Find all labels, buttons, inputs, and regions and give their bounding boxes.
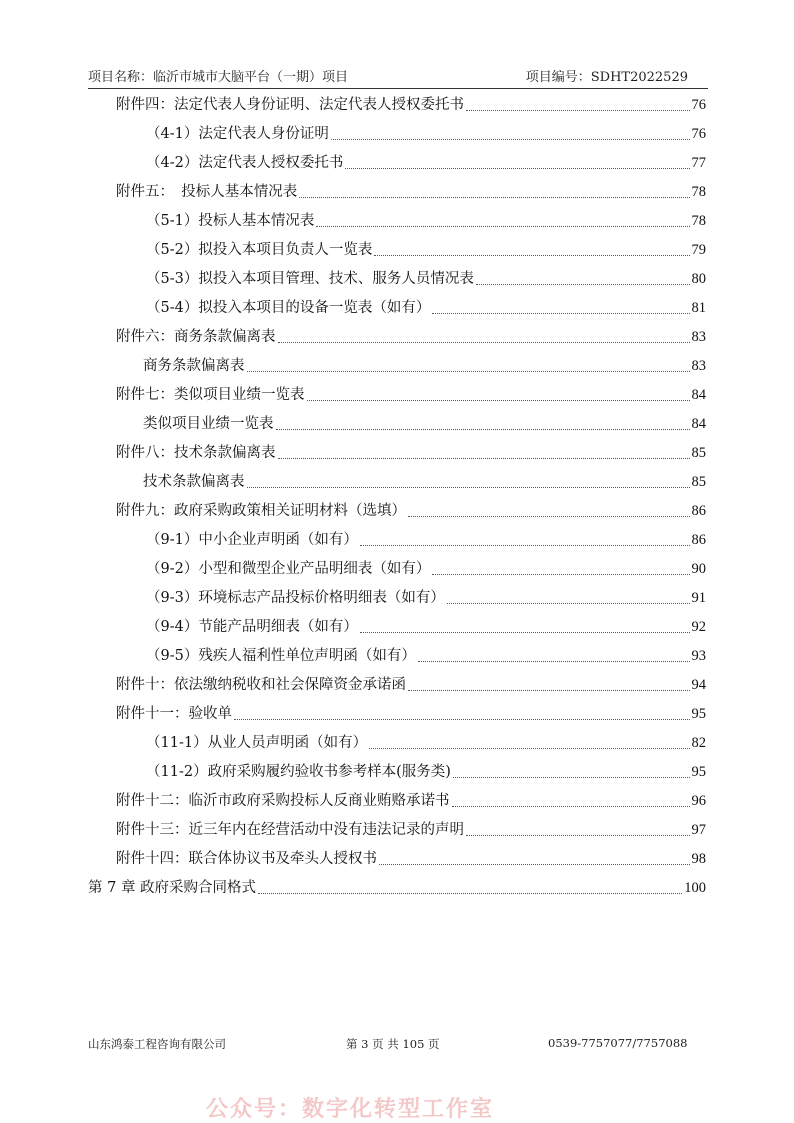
toc-dot-leader — [278, 342, 690, 343]
toc-entry-page-number: 76 — [691, 97, 706, 113]
footer-company: 山东鸿泰工程咨询有限公司 — [88, 1037, 226, 1051]
toc-entry-page-number: 82 — [691, 735, 706, 751]
toc-entry-page-number: 96 — [691, 793, 706, 809]
toc-entry-page-number: 76 — [691, 126, 706, 142]
toc-entry-title: （9-3）环境标志产品投标价格明细表（如有） — [146, 590, 445, 606]
toc-entry[interactable] — [88, 877, 706, 899]
toc-entry-title: （9-5）残疾人福利性单位声明函（如有） — [146, 648, 416, 664]
toc-dot-leader — [453, 777, 690, 778]
toc-entry-title: （4-1）法定代表人身份证明 — [146, 126, 329, 142]
toc-entry-title: 附件十三：近三年内在经营活动中没有违法记录的声明 — [116, 822, 464, 838]
toc-entry-title: 第 7 章 政府采购合同格式 — [88, 880, 257, 896]
toc-entry[interactable] — [116, 94, 706, 116]
toc-entry[interactable] — [116, 703, 706, 725]
toc-entry-title: （4-2）法定代表人授权委托书 — [146, 155, 344, 171]
toc-dot-leader — [299, 197, 689, 198]
toc-dot-leader — [476, 284, 690, 285]
watermark-text: 公众号：数字化转型工作室 — [206, 1096, 495, 1122]
toc-dot-leader — [360, 632, 690, 633]
toc-dot-leader — [278, 458, 690, 459]
toc-entry[interactable] — [146, 761, 706, 783]
header-divider — [88, 88, 708, 89]
toc-entry-page-number: 78 — [691, 184, 706, 200]
toc-entry-page-number: 77 — [691, 155, 706, 171]
toc-entry[interactable] — [116, 326, 706, 348]
toc-entry[interactable] — [146, 645, 706, 667]
footer-phone: 0539-7757077/7757088 — [548, 1036, 688, 1050]
toc-entry[interactable] — [116, 442, 706, 464]
toc-entry[interactable] — [146, 239, 706, 261]
toc-entry-page-number: 92 — [691, 619, 706, 635]
toc-entry-title: （9-1）中小企业声明函（如有） — [146, 532, 358, 548]
toc-entry-page-number: 86 — [691, 532, 706, 548]
toc-dot-leader — [307, 400, 690, 401]
toc-entry-page-number: 98 — [691, 851, 706, 867]
toc-dot-leader — [247, 487, 690, 488]
toc-entry[interactable] — [146, 152, 706, 174]
project-name: 项目名称：临沂市城市大脑平台（一期）项目 — [88, 70, 349, 85]
toc-entry-title: （5-3）拟投入本项目管理、技术、服务人员情况表 — [146, 271, 474, 287]
toc-entry[interactable] — [116, 500, 706, 522]
toc-entry-page-number: 80 — [691, 271, 706, 287]
toc-entry-title: 附件十四：联合体协议书及牵头人授权书 — [116, 851, 377, 867]
toc-entry-title: （5-4）拟投入本项目的设备一览表（如有） — [146, 300, 431, 316]
toc-entry[interactable] — [143, 355, 706, 377]
toc-dot-leader — [331, 139, 690, 140]
toc-dot-leader — [379, 864, 690, 865]
toc-dot-leader — [374, 255, 689, 256]
toc-entry-page-number: 100 — [684, 880, 706, 896]
toc-entry-page-number: 79 — [691, 242, 706, 258]
toc-entry-page-number: 90 — [691, 561, 706, 577]
toc-entry[interactable] — [143, 471, 706, 493]
toc-entry[interactable] — [146, 210, 706, 232]
toc-entry-title: 附件八：技术条款偏离表 — [116, 445, 276, 461]
toc-entry[interactable] — [146, 297, 706, 319]
toc-entry[interactable] — [146, 529, 706, 551]
toc-entry-page-number: 94 — [691, 677, 706, 693]
toc-dot-leader — [418, 661, 690, 662]
toc-entry-page-number: 83 — [691, 329, 706, 345]
page-footer — [88, 1036, 688, 1054]
toc-entry-title: （11-2）政府采购履约验收书参考样本(服务类) — [146, 764, 451, 780]
toc-dot-leader — [247, 371, 690, 372]
toc-dot-leader — [452, 806, 690, 807]
toc-entry-title: 附件十二：临沂市政府采购投标人反商业贿赂承诺书 — [116, 793, 450, 809]
toc-dot-leader — [360, 545, 690, 546]
toc-entry-page-number: 83 — [691, 358, 706, 374]
toc-dot-leader — [408, 690, 690, 691]
toc-entry-page-number: 86 — [691, 503, 706, 519]
toc-entry[interactable] — [116, 674, 706, 696]
toc-dot-leader — [316, 226, 689, 227]
toc-entry-title: 附件七：类似项目业绩一览表 — [116, 387, 305, 403]
toc-entry[interactable] — [146, 268, 706, 290]
toc-dot-leader — [234, 719, 690, 720]
toc-entry-title: 附件九：政府采购政策相关证明材料（选填） — [116, 503, 406, 519]
toc-entry-title: （11-1）从业人员声明函（如有） — [146, 735, 368, 751]
toc-entry-page-number: 85 — [691, 474, 706, 490]
toc-entry-title: 商务条款偏离表 — [143, 358, 245, 374]
toc-entry-page-number: 85 — [691, 445, 706, 461]
toc-entry-title: 类似项目业绩一览表 — [143, 416, 274, 432]
toc-entry-title: 附件五： 投标人基本情况表 — [116, 184, 298, 200]
toc-dot-leader — [345, 168, 689, 169]
toc-entry-page-number: 93 — [691, 648, 706, 664]
toc-dot-leader — [432, 574, 689, 575]
toc-entry[interactable] — [146, 616, 706, 638]
toc-entry-title: （9-2）小型和微型企业产品明细表（如有） — [146, 561, 431, 577]
toc-entry-page-number: 84 — [691, 416, 706, 432]
toc-entry-page-number: 97 — [691, 822, 706, 838]
toc-entry-page-number: 95 — [691, 764, 706, 780]
toc-dot-leader — [408, 516, 690, 517]
toc-entry-page-number: 78 — [691, 213, 706, 229]
toc-entry[interactable] — [146, 558, 706, 580]
footer-page-info: 第 3 页 共 105 页 — [346, 1037, 440, 1051]
toc-entry[interactable] — [116, 384, 706, 406]
toc-entry-title: 技术条款偏离表 — [143, 474, 245, 490]
toc-entry-page-number: 84 — [691, 387, 706, 403]
toc-entry-page-number: 95 — [691, 706, 706, 722]
toc-dot-leader — [276, 429, 690, 430]
toc-entry[interactable] — [116, 790, 706, 812]
toc-entry-title: 附件十一：验收单 — [116, 706, 232, 722]
toc-entry-page-number: 91 — [691, 590, 706, 606]
page-header — [88, 66, 708, 86]
toc-dot-leader — [466, 835, 690, 836]
toc-entry[interactable] — [146, 123, 706, 145]
toc-entry[interactable] — [146, 732, 706, 754]
toc-dot-leader — [432, 313, 689, 314]
toc-entry[interactable] — [143, 413, 706, 435]
toc-dot-leader — [447, 603, 690, 604]
toc-entry[interactable] — [146, 587, 706, 609]
toc-entry-title: 附件四：法定代表人身份证明、法定代表人授权委托书 — [116, 97, 464, 113]
toc-entry[interactable] — [116, 819, 706, 841]
toc-dot-leader — [258, 893, 682, 894]
toc-dot-leader — [466, 110, 690, 111]
toc-entry-title: 附件六：商务条款偏离表 — [116, 329, 276, 345]
toc-entry[interactable] — [116, 848, 706, 870]
toc-entry-title: （5-2）拟投入本项目负责人一览表 — [146, 242, 373, 258]
toc-dot-leader — [369, 748, 689, 749]
toc-entry[interactable] — [116, 181, 706, 203]
toc-entry-title: （9-4）节能产品明细表（如有） — [146, 619, 358, 635]
toc-entry-title: （5-1）投标人基本情况表 — [146, 213, 315, 229]
toc-entry-title: 附件十：依法缴纳税收和社会保障资金承诺函 — [116, 677, 406, 693]
toc-entry-page-number: 81 — [691, 300, 706, 316]
project-number: 项目编号：SDHT2022529 — [525, 70, 688, 85]
